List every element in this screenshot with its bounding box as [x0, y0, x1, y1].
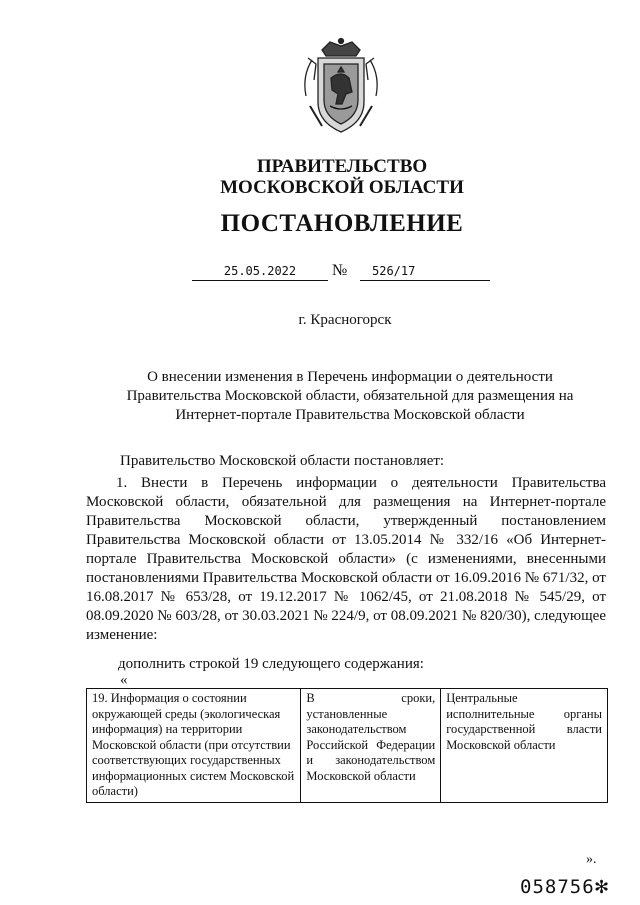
- government-title-line2: МОСКОВСКОЙ ОБЛАСТИ: [220, 177, 464, 198]
- coat-of-arms-icon: [300, 36, 382, 136]
- decree-date: 25.05.2022: [192, 262, 328, 281]
- item-1-paragraph: 1. Внести в Перечень информации о деятельности Правительства Московской области, обязательной для размещения на Интернет-портале Правительства Московской области, утвержденный постановлением Правительства Московской области от 13.05.2014 № 332/16 «Об Интернет-портале Правительства Московской области» (с изменениями, внесенными постановлениями Правительства Московской области от 16.09.2016 № 671/32, от 16.08.2017 № 653/28, от 19.12.2017 № 1062/45, от 21.08.2018 № 545/29, от 08.09.2020 № 603/28, от 30.03.2021 № 224/9, от 08.09.2021 № 820/30), следующее изменение:: [86, 475, 606, 643]
- date-number-line: [192, 262, 502, 284]
- number-sign: №: [332, 262, 348, 279]
- government-title-line1: ПРАВИТЕЛЬСТВО: [256, 156, 428, 177]
- city-name: г. Красногорск: [298, 312, 392, 328]
- decree-subject: О внесении изменения в Перечень информации о деятельности Правительства Московской области, обязательной для размещения на Интернет-портале Правительства Московской области: [126, 369, 574, 423]
- row-19-info-cell: 19. Информация о состоянии окружающей среды (экологическая информация) на территории Московской области (при отсутствии соответствующих государственных информационных систем Московской области): [87, 689, 301, 803]
- closing-quote: ».: [586, 852, 597, 867]
- addition-paragraph: дополнить строкой 19 следующего содержания:: [118, 656, 424, 672]
- document-type-title: ПОСТАНОВЛЕНИЕ: [220, 210, 464, 237]
- added-row-table: [86, 688, 608, 803]
- serial-star-icon: ✻: [594, 877, 610, 897]
- row-19-responsible-cell: Центральные исполнительные органы государственной власти Московской области: [441, 689, 608, 803]
- opening-quote: «: [120, 672, 128, 688]
- serial-number: 058756: [520, 876, 595, 898]
- intro-paragraph: Правительство Московской области постановляет:: [120, 453, 445, 469]
- decree-number: 526/17: [360, 262, 490, 281]
- table-row: [87, 689, 608, 803]
- row-19-deadline-cell: В сроки, установленные законодательством Российской Федерации и законодательством Московской области: [301, 689, 441, 803]
